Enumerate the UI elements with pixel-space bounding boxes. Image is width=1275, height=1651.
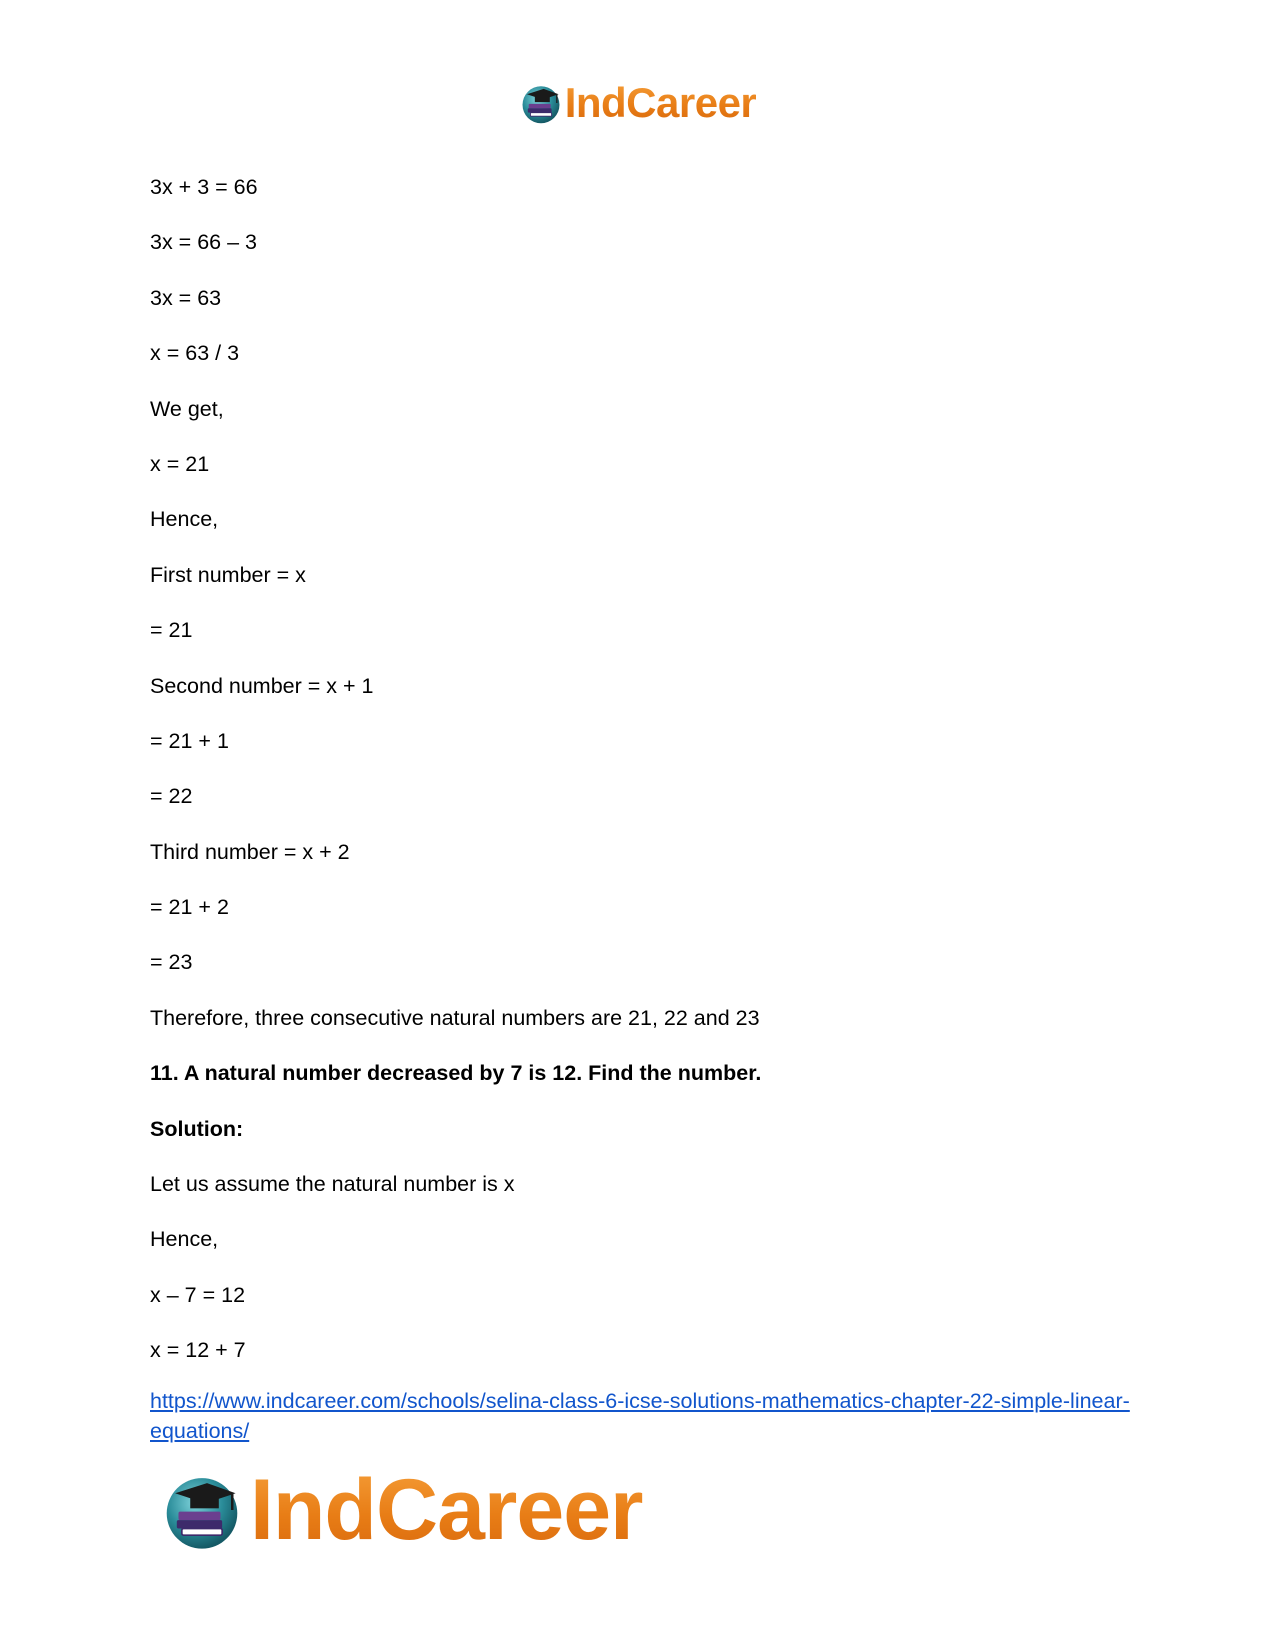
text-line: Third number = x + 2 <box>150 839 350 864</box>
text-line: Hence, <box>150 1227 219 1252</box>
footer-logo-text: IndCareer <box>250 1461 643 1558</box>
text-line: x = 21 <box>150 451 210 476</box>
text-line: = 22 <box>150 784 193 809</box>
text-line: Hence, <box>150 507 219 532</box>
graduation-cap-books-globe-icon <box>160 1468 244 1552</box>
solution-label: Solution: <box>150 1116 244 1141</box>
text-line: = 23 <box>150 950 193 975</box>
text-line: x = 63 / 3 <box>150 341 240 366</box>
source-link[interactable]: https://www.indcareer.com/schools/selina-class-6-icse-solutions-mathematics-chapter-22-simple-linear-equations/ <box>150 1389 1130 1443</box>
graduation-cap-books-globe-icon <box>519 81 563 125</box>
text-line: Second number = x + 1 <box>150 673 374 698</box>
text-line: Let us assume the natural number is x <box>150 1172 515 1197</box>
text-line: x – 7 = 12 <box>150 1282 246 1307</box>
conclusion-line: Therefore, three consecutive natural numbers are 21, 22 and 23 <box>150 1005 760 1030</box>
header-logo-text: IndCareer <box>564 79 757 126</box>
text-line: = 21 + 1 <box>150 728 229 753</box>
footer-logo <box>160 1462 643 1558</box>
text-line: = 21 <box>150 618 193 643</box>
text-line: x = 12 + 7 <box>150 1338 246 1363</box>
text-line: 3x = 63 <box>150 285 222 310</box>
document-body <box>150 174 1130 1393</box>
text-line: = 21 + 2 <box>150 895 229 920</box>
question-heading: 11. A natural number decreased by 7 is 12. Find the number. <box>150 1061 762 1086</box>
text-line: 3x + 3 = 66 <box>150 175 258 199</box>
header-logo <box>0 78 1275 128</box>
text-line: We get, <box>150 396 224 421</box>
text-line: 3x = 66 – 3 <box>150 230 257 255</box>
text-line: First number = x <box>150 562 306 587</box>
